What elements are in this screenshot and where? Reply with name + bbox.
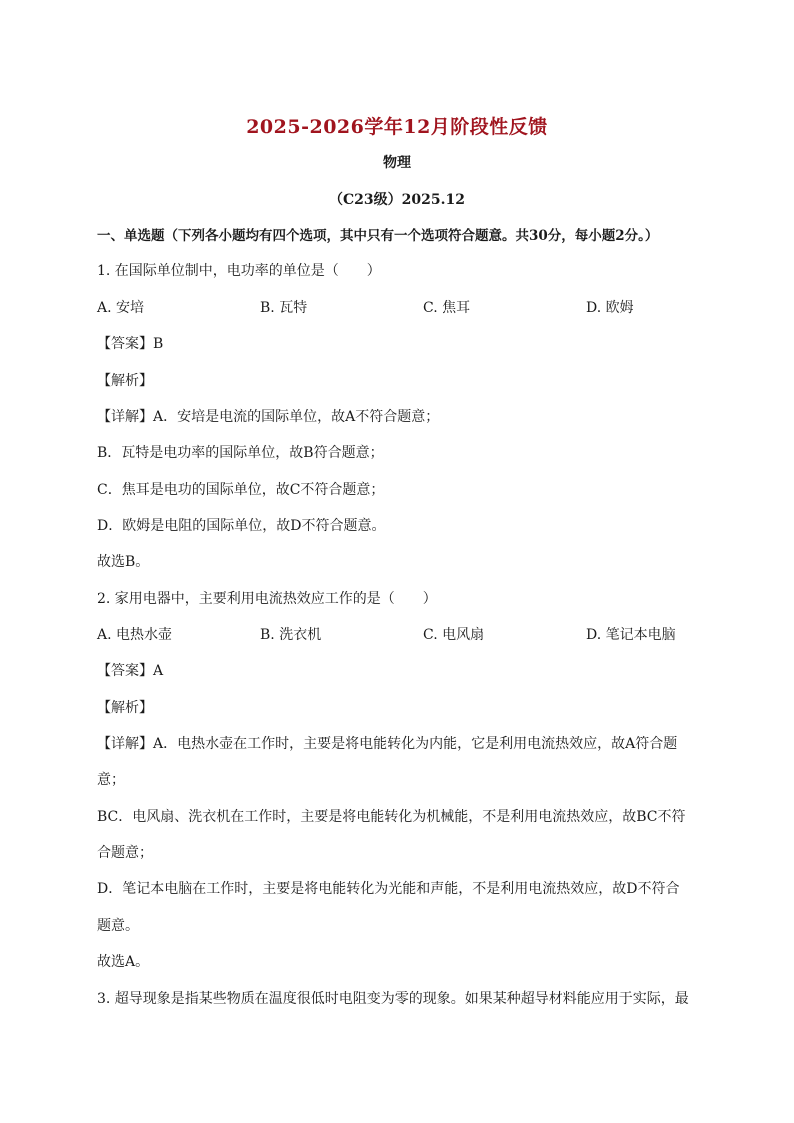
question-2-detail-line: 【详解】A．电热水壶在工作时，主要是将电能转化为内能，它是利用电流热效应，故A符合题 <box>97 736 678 752</box>
question-1-answer: 【答案】B <box>97 336 164 352</box>
question-2-detail-line: 意； <box>97 772 125 788</box>
question-1-detail-line: 【详解】A．安培是电流的国际单位，故A不符合题意； <box>97 409 440 425</box>
question-1-detail-line: B．瓦特是电功率的国际单位，故B符合题意； <box>97 445 384 461</box>
question-2-detail-line: BC．电风扇、洗衣机在工作时，主要是将电能转化为机械能，不是利用电流热效应，故BC不符 <box>97 809 686 825</box>
question-2-option-c: C. 电风扇 <box>423 627 485 643</box>
question-1-detail-line: D．欧姆是电阻的国际单位，故D不符合题意。 <box>97 518 386 534</box>
question-1-option-d: D. 欧姆 <box>586 300 634 316</box>
question-2-option-d: D. 笔记本电脑 <box>586 627 676 643</box>
question-1-detail-line: C．焦耳是电功的国际单位，故C不符合题意； <box>97 482 385 498</box>
question-2-stem: 2. 家用电器中，主要利用电流热效应工作的是（ ） <box>97 591 437 607</box>
question-2-detail-line: 合题意； <box>97 845 153 861</box>
question-2-analysis-label: 【解析】 <box>97 700 153 716</box>
grade-date-label: （C23级）2025.12 <box>329 192 465 208</box>
question-1-stem: 1. 在国际单位制中，电功率的单位是（ ） <box>97 263 381 279</box>
page-title: 2025-2026学年12月阶段性反馈 <box>246 116 548 138</box>
section-heading: 一、单选题（下列各小题均有四个选项，其中只有一个选项符合题意。共30分，每小题2分。） <box>97 228 659 244</box>
question-1-option-c: C. 焦耳 <box>423 300 471 316</box>
question-2-option-a: A. 电热水壶 <box>97 627 173 643</box>
question-2-conclusion: 故选A。 <box>97 954 150 970</box>
question-2-option-b: B. 洗衣机 <box>260 627 322 643</box>
question-1-option-a: A. 安培 <box>97 300 145 316</box>
question-2-detail-line: 题意。 <box>97 918 139 934</box>
question-1-conclusion: 故选B。 <box>97 554 150 570</box>
subject-label: 物理 <box>383 155 411 171</box>
question-1-option-b: B. 瓦特 <box>260 300 308 316</box>
question-2-detail-line: D．笔记本电脑在工作时，主要是将电能转化为光能和声能，不是利用电流热效应，故D不符合 <box>97 881 680 897</box>
question-1-analysis-label: 【解析】 <box>97 373 153 389</box>
question-2-answer: 【答案】A <box>97 663 164 679</box>
question-3-stem: 3. 超导现象是指某些物质在温度很低时电阻变为零的现象。如果某种超导材料能应用于实际，最 <box>97 991 689 1007</box>
